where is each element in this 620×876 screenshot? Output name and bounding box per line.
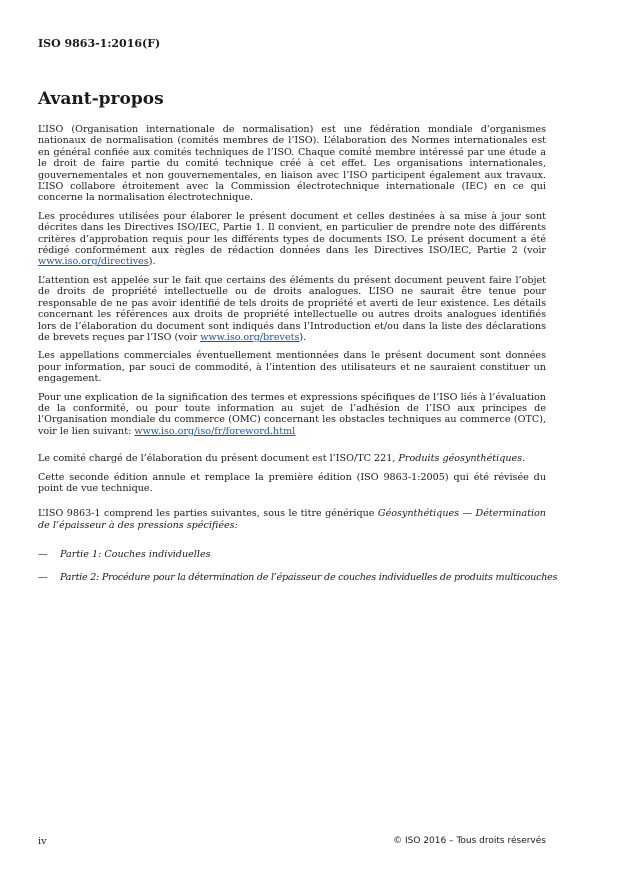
list-item <box>38 549 546 560</box>
paragraph-trade-names: Les appellations commerciales éventuellement mentionnées dans le présent document sont données pour information, par souci de commodité, à l’intention des utilisateurs et ne sauraient constituer un engagement. <box>38 350 546 385</box>
paragraph-procedures <box>38 211 546 268</box>
document-id-header: ISO 9863-1:2016(F) <box>38 37 161 50</box>
paragraph-committee <box>38 453 546 464</box>
paragraph-procedures-text: Les procédures utilisées pour élaborer le présent document et celles destinées à sa mise à jour sont décrites dans les Directives ISO/IEC, Partie 1. Il convient, en particulier de prendre note des différents critères d’approbation requis pour les différents types de documents ISO. Le présent document a été rédigé conformément aux règles de rédaction données dans les Directives ISO/IEC, Partie 2 (voir <box>38 210 546 257</box>
paragraph-patent-rights-end: ). <box>299 331 307 343</box>
patents-link[interactable]: www.iso.org/brevets <box>200 331 300 343</box>
foreword-link[interactable]: www.iso.org/iso/fr/foreword.html <box>134 425 296 437</box>
paragraph-conformity-text: Pour une explication de la signification des termes et expressions spécifiques de l’ISO liés à l’évaluation de la conformité, ou pour toute information au sujet de l’adhésion de l’ISO aux principes de l’Organisation mondiale du commerce (OMC) concernant les obstacles techniques au commerce (OTC), voir le lien suivant: <box>38 391 546 437</box>
list-item <box>38 571 558 583</box>
paragraph-patent-rights-text: L’attention est appelée sur le fait que certains des éléments du présent document peuvent faire l’objet de droits de propriété intellectuelle ou de droits analogues. L’ISO ne saurait être tenue pour responsable de ne pas avoir identifié de tels droits de propriété et averti de leur existence. Les détails concernant les références aux droits de propriété intellectuelle ou autres droits analogues identifiés lors de l’élaboration du document sont indiqués dans l’Introduction et/ou dans la liste des déclarations de brevets reçues par l’ISO (voir <box>38 274 546 343</box>
paragraph-parts-intro-text: L’ISO 9863-1 comprend les parties suivantes, sous le titre générique <box>38 508 378 520</box>
paragraph-committee-end: . <box>522 453 526 465</box>
copyright-notice: © ISO 2016 – Tous droits réservés <box>393 836 546 846</box>
list-dash: — <box>38 571 48 583</box>
list-dash: — <box>38 549 48 561</box>
parts-list <box>38 549 558 583</box>
paragraph-edition: Cette seconde édition annule et remplace la première édition (ISO 9863-1:2005) qui été révisée du point de vue technique. <box>38 471 546 494</box>
part-label: Partie 1: Couches individuelles <box>60 549 211 561</box>
generic-title: Géosynthétiques — Détermination de l’épaisseur à des pressions spécifiées: <box>38 508 546 531</box>
page-title: Avant-propos <box>38 89 164 109</box>
paragraph-parts-intro <box>38 508 546 531</box>
part-label: Partie 2: Procédure pour la détermination de l’épaisseur de couches individuelles de produits multicouches <box>60 571 558 583</box>
directives-link[interactable]: www.iso.org/directives <box>38 256 149 268</box>
page-number: iv <box>38 836 47 847</box>
foreword-body <box>38 124 558 594</box>
paragraph-patent-rights <box>38 275 546 343</box>
paragraph-conformity <box>38 392 546 438</box>
paragraph-iso-intro: L’ISO (Organisation internationale de normalisation) est une fédération mondiale d’organismes nationaux de normalisation (comités membres de l’ISO). L’élaboration des Normes internationales est en général confiée aux comités techniques de l’ISO. Chaque comité membre intéressé par une étude a le droit de faire partie du comité technique créé à cet effet. Les organisations internationales, gouvernementales et non gouvernementales, en liaison avec l’ISO participent également aux travaux. L’ISO collabore étroitement avec la Commission électrotechnique internationale (IEC) en ce qui concerne la normalisation électrotechnique. <box>38 124 546 204</box>
committee-title: Produits géosynthétiques <box>398 453 523 465</box>
paragraph-procedures-end: ). <box>148 256 156 268</box>
paragraph-committee-text: Le comité chargé de l’élaboration du présent document est l’ISO/TC 221, <box>38 453 399 465</box>
